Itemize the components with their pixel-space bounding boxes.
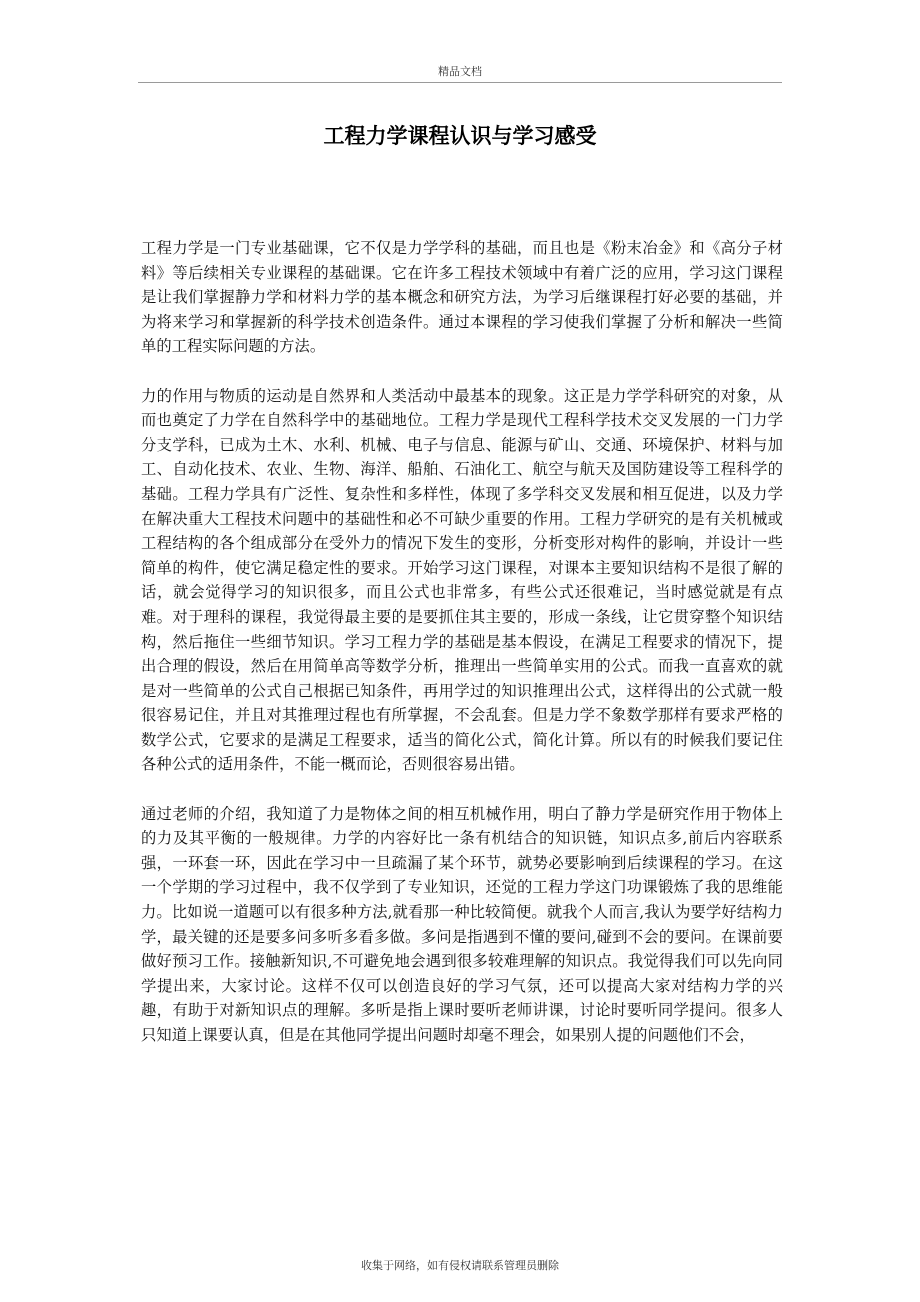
body-paragraph: 工程力学是一门专业基础课，它不仅是力学学科的基础，而且也是《粉末冶金》和《高分子材料》等后续相关专业课程的基础课。它在许多工程技术领域中有着广泛的应用，学习这门课程是让我们掌握静力学和材料力学的基本概念和研究方法，为学习后继课程打好必要的基础，并为将来学习和掌握新的科学技术创造条件。通过本课程的学习使我们掌握了分析和解决一些简单的工程实际问题的方法。 bbox=[141, 239, 783, 356]
body-paragraph: 通过老师的介绍，我知道了力是物体之间的相互机械作用，明白了静力学是研究作用于物体上的力及其平衡的一般规律。力学的内容好比一条有机结合的知识链，知识点多,前后内容联系强，一环套一环，因此在学习中一旦疏漏了某个环节，就势必要影响到后续课程的学习。在这一个学期的学习过程中，我不仅学到了专业知识，还觉的工程力学这门功课锻炼了我的思维能力。比如说一道题可以有很多种方法,就看那一种比较简便。就我个人而言,我认为要学好结构力学，最关键的还是要多问多听多看多做。多问是指遇到不懂的要问,碰到不会的要问。在课前要做好预习工作。接触新知识,不可避免地会遇到很多较难理解的知识点。我觉得我们可以先向同学提出来，大家讨论。这样不仅可以创造良好的学习气氛，还可以提高大家对结构力学的兴趣，有助于对新知识点的理解。多听是指上课时要听老师讲课，讨论时要听同学提问。很多人只知道上课要认真，但是在其他同学提出问题时却毫不理会，如果别人提的问题他们不会， bbox=[141, 804, 783, 1044]
document-title: 工程力学课程认识与学习感受 bbox=[323, 124, 597, 148]
body-paragraph: 力的作用与物质的运动是自然界和人类活动中最基本的现象。这正是力学学科研究的对象，从而也奠定了力学在自然科学中的基础地位。工程力学是现代工程科学技术交叉发展的一门力学分支学科，已成为土木、水利、机械、电子与信息、能源与矿山、交通、环境保护、材料与加工、自动化技术、农业、生物、海洋、船舶、石油化工、航空与航天及国防建设等工程科学的基础。工程力学具有广泛性、复杂性和多样性，体现了多学科交叉发展和相互促进，以及力学在解决重大工程技术问题中的基础性和必不可缺少重要的作用。工程力学研究的是有关机械或工程结构的各个组成部分在受外力的情况下发生的变形，分析变形对构件的影响，并设计一些简单的构件，使它满足稳定性的要求。开始学习这门课程，对课本主要知识结构不是很了解的话，就会觉得学习的知识很多，而且公式也非常多，有些公式还很难记，当时感觉就是有点难。对于理科的课程，我觉得最主要的是要抓住其主要的，形成一条线，让它贯穿整个知识结构，然后拖住一些细节知识。学习工程力学的基础是基本假设，在满足工程要求的情况下，提出合理的假设，然后在用简单高等数学分析，推理出一些简单实用的公式。而我一直喜欢的就是对一些简单的公式自己根据已知条件，再用学过的知识推理出公式，这样得出的公式就一般很容易记住，并且对其推理过程也有所掌握，不会乱套。但是力学不象数学那样有要求严格的数学公式，它要求的是满足工程要求，适当的简化公式，简化计算。所以有的时候我们要记住各种公式的适用条件，不能一概而论，否则很容易出错。 bbox=[141, 386, 783, 774]
header-label: 精品文档 bbox=[438, 65, 482, 78]
footer-label: 收集于网络，如有侵权请联系管理员删除 bbox=[361, 1259, 559, 1272]
document-body bbox=[141, 236, 783, 1072]
page-header bbox=[138, 62, 782, 83]
page-footer bbox=[0, 1258, 920, 1274]
